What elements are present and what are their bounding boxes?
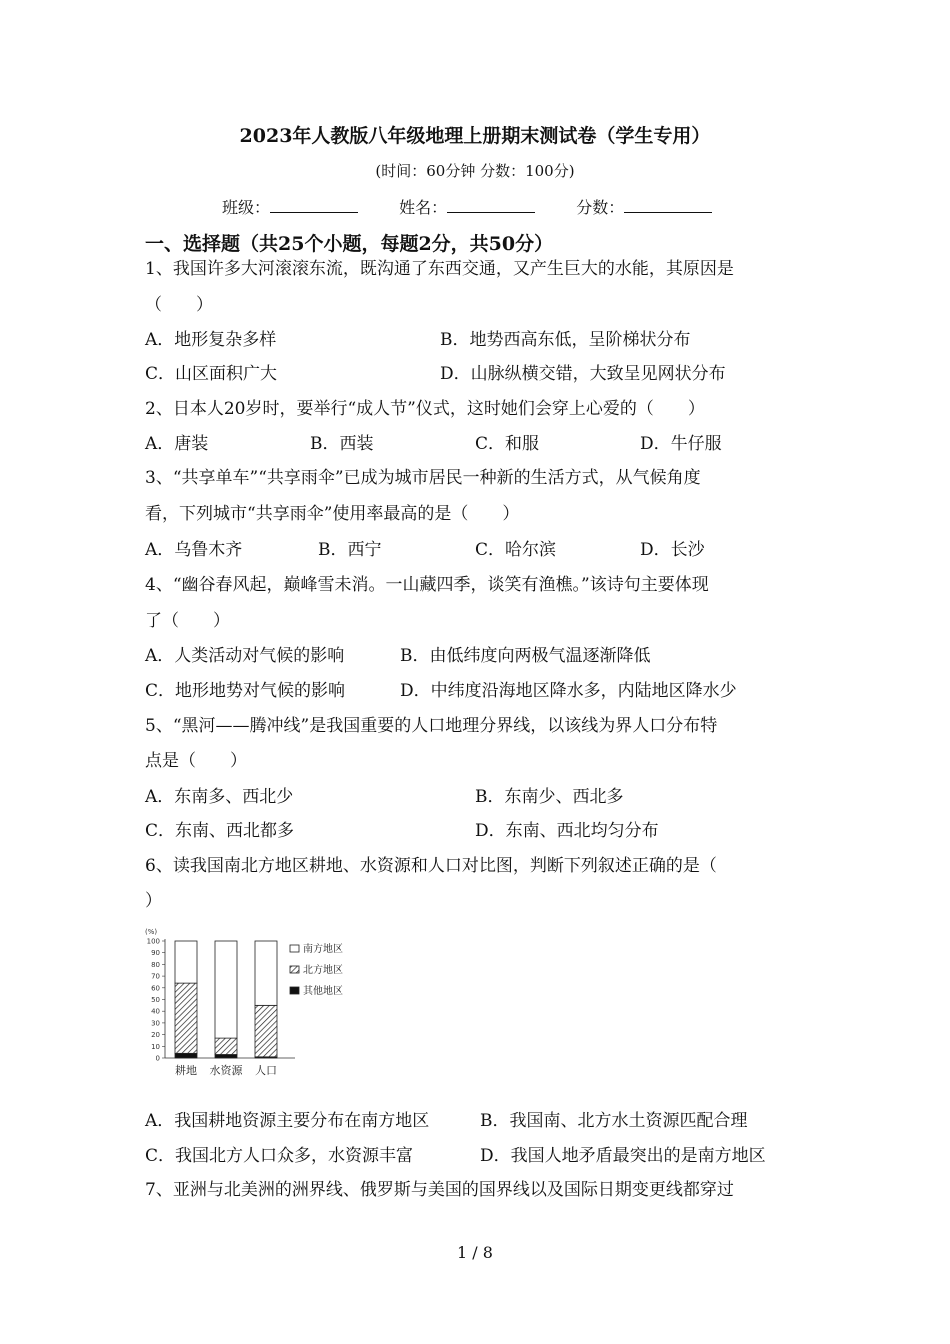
q3-option-a: A．乌鲁木齐 <box>145 540 243 560</box>
x-tick-label: 水资源 <box>209 1064 243 1077</box>
q5-option-a: A．东南多、西北少 <box>145 787 294 807</box>
legend-label: 其他地区 <box>303 986 343 997</box>
q5-stem-line2: 点是（ ） <box>145 751 247 771</box>
q7-stem-line1: 7、亚洲与北美洲的洲界线、俄罗斯与美国的国界线以及国际日期变更线都穿过 <box>145 1180 734 1200</box>
q6-option-c: C．我国北方人口众多，水资源丰富 <box>145 1146 414 1166</box>
q2-option-a: A．唐装 <box>145 434 209 454</box>
y-tick-label: 10 <box>151 1042 160 1051</box>
q2-option-c: C．和服 <box>475 434 540 454</box>
class-label: 班级： <box>222 198 271 217</box>
score-blank[interactable] <box>624 198 712 213</box>
q4-stem-line2: 了（ ） <box>145 611 230 631</box>
y-tick-label: 0 <box>155 1054 160 1063</box>
q5-option-b: B．东南少、西北多 <box>475 787 624 807</box>
x-tick-label: 耕地 <box>175 1064 197 1077</box>
chart-ylabel: (%) <box>145 928 158 936</box>
name-label: 姓名： <box>399 198 448 217</box>
y-tick-label: 30 <box>151 1019 160 1028</box>
q2-option-d: D．牛仔服 <box>640 434 722 454</box>
name-blank[interactable] <box>447 198 535 213</box>
q3-option-b: B．西宁 <box>318 540 382 560</box>
q2-stem-line1: 2、日本人20岁时，要举行“成人节”仪式，这时她们会穿上心爱的（ ） <box>145 399 705 419</box>
y-tick-label: 90 <box>151 949 160 958</box>
q1-option-c: C．山区面积广大 <box>145 364 278 384</box>
score-label: 分数： <box>576 198 625 217</box>
q3-stem-line2: 看，下列城市“共享雨伞”使用率最高的是（ ） <box>145 504 520 524</box>
bar-segment <box>215 1038 237 1054</box>
q1-stem-line1: 1、我国许多大河滚滚东流，既沟通了东西交通，又产生巨大的水能，其原因是 <box>145 259 734 279</box>
bar-segment <box>255 941 277 1005</box>
q4-stem-line1: 4、“幽谷春风起，巅峰雪未消。一山藏四季，谈笑有渔樵。”该诗句主要体现 <box>145 575 709 595</box>
legend-swatch <box>290 945 299 952</box>
y-tick-label: 20 <box>151 1031 160 1040</box>
stacked-bar-chart <box>140 925 390 1085</box>
legend-label: 南方地区 <box>303 944 343 955</box>
class-blank[interactable] <box>270 198 358 213</box>
bar-segment <box>215 941 237 1038</box>
section-heading: 一、选择题（共25个小题，每题2分，共50分） <box>145 233 554 255</box>
q1-option-d: D．山脉纵横交错，大致呈见网状分布 <box>440 364 726 384</box>
legend-swatch <box>290 966 299 973</box>
legend-label: 北方地区 <box>303 965 343 976</box>
y-tick-label: 80 <box>151 960 160 969</box>
bar-segment <box>215 1054 237 1058</box>
q6-stem-line1: 6、读我国南北方地区耕地、水资源和人口对比图，判断下列叙述正确的是（ <box>145 856 717 876</box>
q6-option-b: B．我国南、北方水土资源匹配合理 <box>480 1111 748 1131</box>
q6-option-d: D．我国人地矛盾最突出的是南方地区 <box>480 1146 766 1166</box>
y-tick-label: 50 <box>151 996 160 1004</box>
q1-stem-line2: （ ） <box>145 295 213 315</box>
bar-segment <box>255 1005 277 1056</box>
q6-stem-line2: ） <box>145 891 162 911</box>
y-tick-label: 60 <box>151 984 160 993</box>
q2-option-b: B．西装 <box>310 434 374 454</box>
y-tick-label: 40 <box>151 1007 160 1016</box>
y-tick-label: 100 <box>146 937 160 946</box>
legend-swatch <box>290 987 299 994</box>
q3-stem-line1: 3、“共享单车”“共享雨伞”已成为城市居民一种新的生活方式，从气候角度 <box>145 468 701 488</box>
q4-option-b: B．由低纬度向两极气温逐渐降低 <box>400 646 651 666</box>
q3-option-c: C．哈尔滨 <box>475 540 557 560</box>
exam-time-score: (时间：60分钟 分数：100分) <box>375 162 575 180</box>
q4-option-d: D．中纬度沿海地区降水多，内陆地区降水少 <box>400 681 737 701</box>
q4-option-c: C．地形地势对气候的影响 <box>145 681 346 701</box>
q5-stem-line1: 5、“黑河——腾冲线”是我国重要的人口地理分界线，以该线为界人口分布特 <box>145 716 718 736</box>
bar-segment <box>175 983 197 1053</box>
page-number: 1 / 8 <box>457 1243 493 1262</box>
q4-option-a: A．人类活动对气候的影响 <box>145 646 345 666</box>
q1-option-a: A．地形复杂多样 <box>145 330 277 350</box>
y-tick-label: 70 <box>151 972 160 981</box>
student-info-row <box>222 195 748 218</box>
bar-segment <box>175 1053 197 1058</box>
q5-option-c: C．东南、西北都多 <box>145 821 295 841</box>
bar-segment <box>175 941 197 983</box>
q1-option-b: B．地势西高东低，呈阶梯状分布 <box>440 330 691 350</box>
page-title: 2023年人教版八年级地理上册期末测试卷（学生专用） <box>239 125 711 147</box>
q5-option-d: D．东南、西北均匀分布 <box>475 821 659 841</box>
q6-option-a: A．我国耕地资源主要分布在南方地区 <box>145 1111 430 1131</box>
x-tick-label: 人口 <box>255 1064 277 1077</box>
q3-option-d: D．长沙 <box>640 540 705 560</box>
